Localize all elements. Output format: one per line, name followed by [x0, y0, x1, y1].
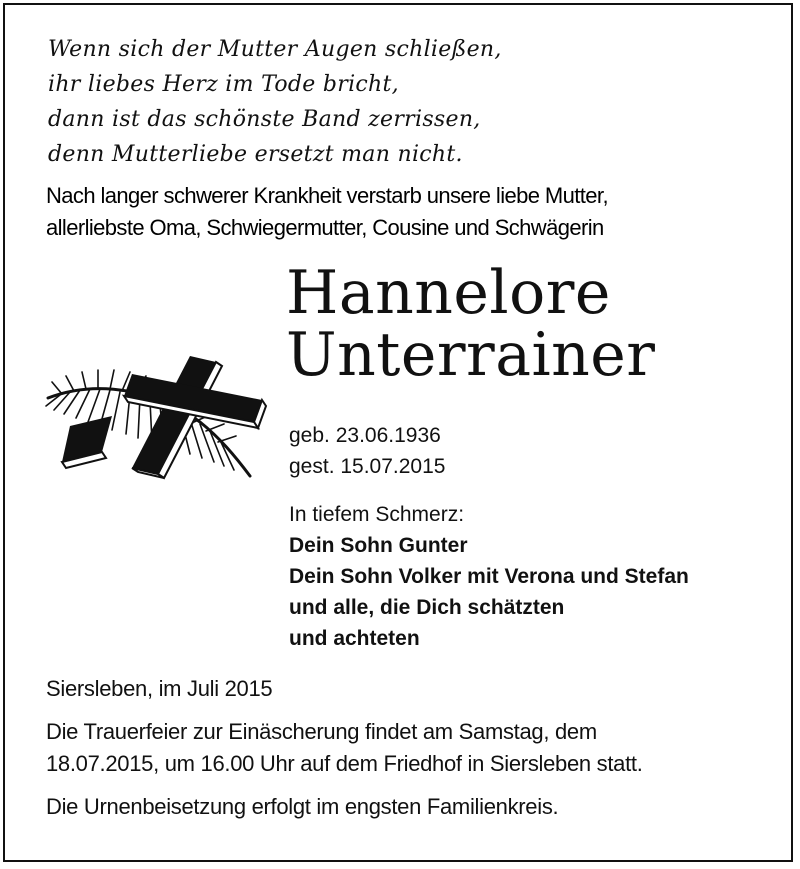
mourner-line: Dein Sohn Gunter	[289, 534, 468, 557]
mourner-line: und alle, die Dich schätzten	[289, 596, 565, 619]
memorial-poem	[48, 32, 502, 172]
deceased-last-name: Unterrainer	[286, 320, 656, 390]
spacer	[46, 705, 643, 716]
mourners-heading: In tiefem Schmerz:	[289, 503, 465, 526]
spacer	[46, 780, 643, 791]
mourner-line: Dein Sohn Volker mit Verona und Stefan	[289, 565, 689, 588]
place-and-date: Siersleben, im Juli 2015	[46, 676, 273, 701]
closing-block	[46, 673, 643, 823]
poem-line: dann ist das schönste Band zerrissen,	[48, 107, 481, 132]
intro-line: allerliebste Oma, Schwiegermutter, Cousine und Schwägerin	[46, 215, 604, 240]
deceased-first-name: Hannelore	[286, 258, 611, 328]
death-announcement-text	[46, 180, 608, 244]
deceased-name	[286, 258, 656, 390]
ceremony-line: 18.07.2015, um 16.00 Uhr auf dem Friedhof in Siersleben statt.	[46, 751, 643, 776]
poem-line: Wenn sich der Mutter Augen schließen,	[48, 37, 502, 62]
mourner-line: und achteten	[289, 627, 420, 650]
ceremony-line: Die Trauerfeier zur Einäscherung findet am Samstag, dem	[46, 719, 597, 744]
cross-with-palm-frond-icon	[40, 352, 270, 482]
mourners-block	[289, 499, 689, 654]
urn-note: Die Urnenbeisetzung erfolgt im engsten Familienkreis.	[46, 794, 559, 819]
intro-line: Nach langer schwerer Krankheit verstarb unsere liebe Mutter,	[46, 183, 608, 208]
life-dates	[289, 420, 445, 482]
birth-date: geb. 23.06.1936	[289, 424, 441, 447]
poem-line: ihr liebes Herz im Tode bricht,	[48, 72, 399, 97]
poem-line: denn Mutterliebe ersetzt man nicht.	[48, 142, 463, 167]
death-date: gest. 15.07.2015	[289, 455, 446, 478]
